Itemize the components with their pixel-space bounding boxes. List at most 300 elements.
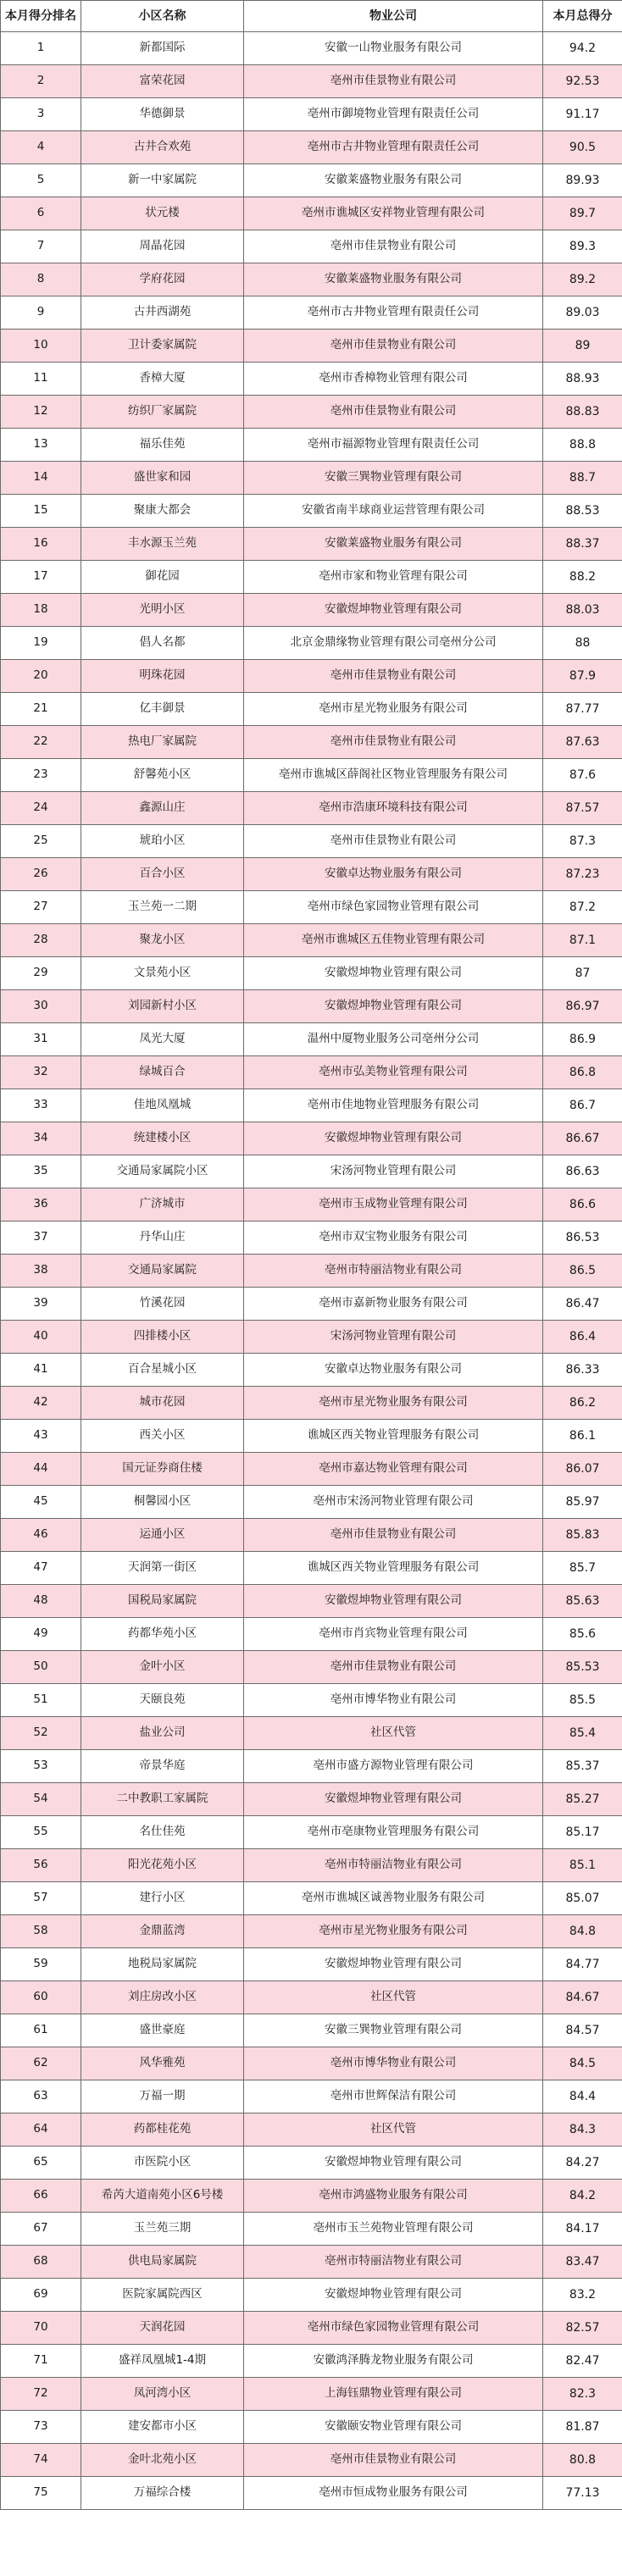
property-company-cell: 亳州市佳景物业有限公司 bbox=[244, 1651, 543, 1684]
rank-cell: 28 bbox=[1, 924, 81, 957]
rank-cell: 56 bbox=[1, 1849, 81, 1882]
score-cell: 86.67 bbox=[543, 1122, 622, 1155]
property-company-cell: 亳州市佳景物业有限公司 bbox=[244, 726, 543, 759]
score-cell: 87.6 bbox=[543, 759, 622, 792]
property-company-cell: 社区代管 bbox=[244, 2113, 543, 2147]
property-company-cell: 安徽煜坤物业管理有限公司 bbox=[244, 1948, 543, 1981]
score-cell: 88.53 bbox=[543, 495, 622, 528]
score-cell: 82.3 bbox=[543, 2378, 622, 2411]
rank-cell: 8 bbox=[1, 263, 81, 296]
community-name-cell: 周晶花园 bbox=[81, 230, 244, 263]
score-cell: 88.93 bbox=[543, 363, 622, 396]
score-cell: 88.83 bbox=[543, 396, 622, 429]
table-row bbox=[1, 2378, 622, 2411]
score-cell: 87 bbox=[543, 957, 622, 990]
table-row bbox=[1, 1023, 622, 1056]
rank-cell: 2 bbox=[1, 65, 81, 98]
table-row bbox=[1, 924, 622, 957]
table-row bbox=[1, 263, 622, 296]
property-company-cell: 北京金鼎缘物业管理有限公司亳州分公司 bbox=[244, 627, 543, 660]
rank-cell: 23 bbox=[1, 759, 81, 792]
rank-cell: 53 bbox=[1, 1750, 81, 1783]
property-company-cell: 亳州市特丽洁物业有限公司 bbox=[244, 2246, 543, 2279]
community-name-cell: 医院家属院西区 bbox=[81, 2279, 244, 2312]
rank-cell: 37 bbox=[1, 1222, 81, 1255]
rank-cell: 21 bbox=[1, 693, 81, 726]
community-name-cell: 万福一期 bbox=[81, 2080, 244, 2113]
community-name-cell: 新都国际 bbox=[81, 32, 244, 65]
property-company-cell: 上海钰鼎物业管理有限公司 bbox=[244, 2378, 543, 2411]
rank-cell: 74 bbox=[1, 2444, 81, 2477]
rank-cell: 26 bbox=[1, 858, 81, 891]
score-cell: 89.3 bbox=[543, 230, 622, 263]
header-community: 小区名称 bbox=[81, 1, 244, 32]
community-name-cell: 盛世豪庭 bbox=[81, 2014, 244, 2047]
rank-cell: 29 bbox=[1, 957, 81, 990]
property-company-cell: 亳州市亳康物业管理服务有限公司 bbox=[244, 1816, 543, 1849]
community-name-cell: 盛世家和园 bbox=[81, 462, 244, 495]
table-row bbox=[1, 1750, 622, 1783]
table-row bbox=[1, 1684, 622, 1717]
property-company-cell: 亳州市星光物业服务有限公司 bbox=[244, 693, 543, 726]
property-company-cell: 亳州市佳景物业有限公司 bbox=[244, 396, 543, 429]
rank-cell: 41 bbox=[1, 1354, 81, 1387]
table-row bbox=[1, 2113, 622, 2147]
community-name-cell: 交通局家属院小区 bbox=[81, 1155, 244, 1188]
score-cell: 89.03 bbox=[543, 296, 622, 330]
community-name-cell: 金鼎蓝湾 bbox=[81, 1915, 244, 1948]
property-company-cell: 亳州市星光物业服务有限公司 bbox=[244, 1915, 543, 1948]
score-cell: 86.63 bbox=[543, 1155, 622, 1188]
property-company-cell: 亳州市家和物业管理有限公司 bbox=[244, 561, 543, 594]
community-name-cell: 聚龙小区 bbox=[81, 924, 244, 957]
rank-cell: 22 bbox=[1, 726, 81, 759]
score-cell: 87.57 bbox=[543, 792, 622, 825]
rank-cell: 19 bbox=[1, 627, 81, 660]
table-row bbox=[1, 1222, 622, 1255]
rank-cell: 1 bbox=[1, 32, 81, 65]
score-cell: 89.2 bbox=[543, 263, 622, 296]
property-company-cell: 亳州市佳景物业有限公司 bbox=[244, 330, 543, 363]
rank-cell: 17 bbox=[1, 561, 81, 594]
table-row bbox=[1, 1849, 622, 1882]
score-cell: 86.7 bbox=[543, 1089, 622, 1122]
table-row bbox=[1, 1122, 622, 1155]
community-name-cell: 建安都市小区 bbox=[81, 2411, 244, 2444]
table-row bbox=[1, 1915, 622, 1948]
score-cell: 91.17 bbox=[543, 98, 622, 131]
score-cell: 84.3 bbox=[543, 2113, 622, 2147]
rank-cell: 31 bbox=[1, 1023, 81, 1056]
table-row bbox=[1, 2014, 622, 2047]
score-cell: 85.83 bbox=[543, 1519, 622, 1552]
rank-cell: 39 bbox=[1, 1288, 81, 1321]
score-cell: 84.77 bbox=[543, 1948, 622, 1981]
table-row bbox=[1, 1618, 622, 1651]
header-score: 本月总得分 bbox=[543, 1, 622, 32]
score-cell: 88.2 bbox=[543, 561, 622, 594]
community-name-cell: 光明小区 bbox=[81, 594, 244, 627]
score-cell: 87.63 bbox=[543, 726, 622, 759]
table-row bbox=[1, 1255, 622, 1288]
score-cell: 84.2 bbox=[543, 2180, 622, 2213]
table-row bbox=[1, 1387, 622, 1420]
property-company-cell: 安徽鸿泽腾龙物业服务有限公司 bbox=[244, 2345, 543, 2378]
table-row bbox=[1, 2444, 622, 2477]
property-company-cell: 亳州市佳景物业有限公司 bbox=[244, 825, 543, 858]
score-cell: 85.4 bbox=[543, 1717, 622, 1750]
rank-cell: 35 bbox=[1, 1155, 81, 1188]
community-name-cell: 金叶北苑小区 bbox=[81, 2444, 244, 2477]
table-row bbox=[1, 1486, 622, 1519]
property-company-cell: 安徽莱盛物业服务有限公司 bbox=[244, 528, 543, 561]
rank-cell: 70 bbox=[1, 2312, 81, 2345]
table-row bbox=[1, 627, 622, 660]
community-name-cell: 风华雅苑 bbox=[81, 2047, 244, 2080]
table-row bbox=[1, 1188, 622, 1222]
score-cell: 85.53 bbox=[543, 1651, 622, 1684]
rank-cell: 14 bbox=[1, 462, 81, 495]
property-company-cell: 亳州市谯城区薛阁社区物业管理服务有限公司 bbox=[244, 759, 543, 792]
score-cell: 84.67 bbox=[543, 1981, 622, 2014]
score-cell: 85.97 bbox=[543, 1486, 622, 1519]
rank-cell: 66 bbox=[1, 2180, 81, 2213]
score-cell: 83.2 bbox=[543, 2279, 622, 2312]
score-cell: 86.5 bbox=[543, 1255, 622, 1288]
rank-cell: 11 bbox=[1, 363, 81, 396]
property-company-cell: 亳州市博华物业有限公司 bbox=[244, 1684, 543, 1717]
community-name-cell: 丹华山庄 bbox=[81, 1222, 244, 1255]
community-name-cell: 阳光花苑小区 bbox=[81, 1849, 244, 1882]
rank-cell: 6 bbox=[1, 197, 81, 230]
rank-cell: 18 bbox=[1, 594, 81, 627]
property-company-cell: 宋汤河物业管理有限公司 bbox=[244, 1155, 543, 1188]
property-company-cell: 亳州市星光物业服务有限公司 bbox=[244, 1387, 543, 1420]
table-row bbox=[1, 2279, 622, 2312]
table-row bbox=[1, 396, 622, 429]
table-row bbox=[1, 2411, 622, 2444]
score-cell: 84.5 bbox=[543, 2047, 622, 2080]
rank-cell: 64 bbox=[1, 2113, 81, 2147]
rank-cell: 65 bbox=[1, 2147, 81, 2180]
score-cell: 88.37 bbox=[543, 528, 622, 561]
community-name-cell: 希芮大道南苑小区6号楼 bbox=[81, 2180, 244, 2213]
rank-cell: 71 bbox=[1, 2345, 81, 2378]
community-name-cell: 二中教职工家属院 bbox=[81, 1783, 244, 1816]
rank-cell: 60 bbox=[1, 1981, 81, 2014]
score-cell: 87.77 bbox=[543, 693, 622, 726]
score-cell: 86.1 bbox=[543, 1420, 622, 1453]
rank-cell: 36 bbox=[1, 1188, 81, 1222]
community-name-cell: 帝景华庭 bbox=[81, 1750, 244, 1783]
table-row bbox=[1, 1089, 622, 1122]
score-cell: 84.17 bbox=[543, 2213, 622, 2246]
score-cell: 92.53 bbox=[543, 65, 622, 98]
score-cell: 81.87 bbox=[543, 2411, 622, 2444]
property-company-cell: 亳州市佳景物业有限公司 bbox=[244, 2444, 543, 2477]
community-name-cell: 玉兰苑三期 bbox=[81, 2213, 244, 2246]
rank-cell: 52 bbox=[1, 1717, 81, 1750]
score-cell: 85.27 bbox=[543, 1783, 622, 1816]
rank-cell: 57 bbox=[1, 1882, 81, 1915]
rank-cell: 12 bbox=[1, 396, 81, 429]
table-row bbox=[1, 957, 622, 990]
score-cell: 87.9 bbox=[543, 660, 622, 693]
property-company-cell: 安徽煜坤物业管理有限公司 bbox=[244, 2279, 543, 2312]
community-name-cell: 百合小区 bbox=[81, 858, 244, 891]
community-name-cell: 状元楼 bbox=[81, 197, 244, 230]
score-cell: 85.7 bbox=[543, 1552, 622, 1585]
score-cell: 80.8 bbox=[543, 2444, 622, 2477]
community-name-cell: 交通局家属院 bbox=[81, 1255, 244, 1288]
property-company-cell: 亳州市宋汤河物业管理有限公司 bbox=[244, 1486, 543, 1519]
property-company-cell: 亳州市特丽洁物业有限公司 bbox=[244, 1849, 543, 1882]
rank-cell: 4 bbox=[1, 131, 81, 164]
property-company-cell: 亳州市嘉新物业服务有限公司 bbox=[244, 1288, 543, 1321]
property-company-cell: 安徽煜坤物业管理有限公司 bbox=[244, 1585, 543, 1618]
score-cell: 86.2 bbox=[543, 1387, 622, 1420]
table-row bbox=[1, 1552, 622, 1585]
community-name-cell: 建行小区 bbox=[81, 1882, 244, 1915]
community-name-cell: 地税局家属院 bbox=[81, 1948, 244, 1981]
table-row bbox=[1, 1519, 622, 1552]
property-company-cell: 亳州市玉兰苑物业管理有限公司 bbox=[244, 2213, 543, 2246]
community-name-cell: 名仕佳苑 bbox=[81, 1816, 244, 1849]
property-company-cell: 谯城区西关物业管理服务有限公司 bbox=[244, 1420, 543, 1453]
score-cell: 86.97 bbox=[543, 990, 622, 1023]
table-row bbox=[1, 792, 622, 825]
community-name-cell: 纺织厂家属院 bbox=[81, 396, 244, 429]
table-row bbox=[1, 1056, 622, 1089]
property-company-cell: 亳州市古井物业管理有限责任公司 bbox=[244, 131, 543, 164]
table-row bbox=[1, 2246, 622, 2279]
score-cell: 89.7 bbox=[543, 197, 622, 230]
community-name-cell: 文景苑小区 bbox=[81, 957, 244, 990]
score-cell: 88.03 bbox=[543, 594, 622, 627]
rank-cell: 16 bbox=[1, 528, 81, 561]
table-row bbox=[1, 594, 622, 627]
table-row bbox=[1, 197, 622, 230]
rank-cell: 32 bbox=[1, 1056, 81, 1089]
rank-cell: 7 bbox=[1, 230, 81, 263]
rank-cell: 69 bbox=[1, 2279, 81, 2312]
community-name-cell: 古井西湖苑 bbox=[81, 296, 244, 330]
property-company-cell: 亳州市御境物业管理有限责任公司 bbox=[244, 98, 543, 131]
table-row bbox=[1, 429, 622, 462]
table-row bbox=[1, 2047, 622, 2080]
score-cell: 83.47 bbox=[543, 2246, 622, 2279]
community-name-cell: 学府花园 bbox=[81, 263, 244, 296]
community-name-cell: 亿丰御景 bbox=[81, 693, 244, 726]
property-company-cell: 社区代管 bbox=[244, 1717, 543, 1750]
table-row bbox=[1, 759, 622, 792]
score-cell: 85.5 bbox=[543, 1684, 622, 1717]
table-row bbox=[1, 1288, 622, 1321]
community-name-cell: 琥珀小区 bbox=[81, 825, 244, 858]
rank-cell: 5 bbox=[1, 164, 81, 197]
table-row bbox=[1, 1354, 622, 1387]
table-row bbox=[1, 1585, 622, 1618]
score-cell: 87.2 bbox=[543, 891, 622, 924]
community-name-cell: 药都桂花苑 bbox=[81, 2113, 244, 2147]
score-cell: 94.2 bbox=[543, 32, 622, 65]
table-row bbox=[1, 2477, 622, 2510]
community-name-cell: 国税局家属院 bbox=[81, 1585, 244, 1618]
score-cell: 87.1 bbox=[543, 924, 622, 957]
property-company-cell: 安徽莱盛物业服务有限公司 bbox=[244, 164, 543, 197]
community-name-cell: 凤光大厦 bbox=[81, 1023, 244, 1056]
rank-cell: 44 bbox=[1, 1453, 81, 1486]
table-row bbox=[1, 1453, 622, 1486]
score-cell: 86.9 bbox=[543, 1023, 622, 1056]
table-row bbox=[1, 98, 622, 131]
score-cell: 82.57 bbox=[543, 2312, 622, 2345]
table-row bbox=[1, 296, 622, 330]
score-cell: 86.8 bbox=[543, 1056, 622, 1089]
community-name-cell: 天颐良苑 bbox=[81, 1684, 244, 1717]
property-company-cell: 安徽颐安物业管理有限公司 bbox=[244, 2411, 543, 2444]
rank-cell: 27 bbox=[1, 891, 81, 924]
property-company-cell: 安徽煜坤物业管理有限公司 bbox=[244, 1122, 543, 1155]
score-cell: 86.07 bbox=[543, 1453, 622, 1486]
community-name-cell: 盐业公司 bbox=[81, 1717, 244, 1750]
score-cell: 90.5 bbox=[543, 131, 622, 164]
property-company-cell: 亳州市佳景物业有限公司 bbox=[244, 1519, 543, 1552]
community-name-cell: 玉兰苑一二期 bbox=[81, 891, 244, 924]
property-company-cell: 亳州市佳景物业有限公司 bbox=[244, 230, 543, 263]
table-row bbox=[1, 561, 622, 594]
rank-cell: 59 bbox=[1, 1948, 81, 1981]
property-company-cell: 安徽煜坤物业管理有限公司 bbox=[244, 957, 543, 990]
property-company-cell: 安徽卓达物业服务有限公司 bbox=[244, 1354, 543, 1387]
score-cell: 86.4 bbox=[543, 1321, 622, 1354]
table-row bbox=[1, 230, 622, 263]
community-name-cell: 西关小区 bbox=[81, 1420, 244, 1453]
community-name-cell: 刘园新村小区 bbox=[81, 990, 244, 1023]
table-row bbox=[1, 2147, 622, 2180]
community-name-cell: 凤河湾小区 bbox=[81, 2378, 244, 2411]
community-name-cell: 天润花园 bbox=[81, 2312, 244, 2345]
rank-cell: 73 bbox=[1, 2411, 81, 2444]
score-cell: 87.3 bbox=[543, 825, 622, 858]
community-name-cell: 富荣花园 bbox=[81, 65, 244, 98]
score-cell: 87.23 bbox=[543, 858, 622, 891]
property-company-cell: 安徽三巽物业管理有限公司 bbox=[244, 462, 543, 495]
rank-cell: 63 bbox=[1, 2080, 81, 2113]
community-name-cell: 天润第一街区 bbox=[81, 1552, 244, 1585]
property-company-cell: 亳州市谯城区诚善物业服务有限公司 bbox=[244, 1882, 543, 1915]
property-company-cell: 亳州市盛方源物业管理有限公司 bbox=[244, 1750, 543, 1783]
header-row bbox=[1, 1, 622, 32]
score-cell: 88.7 bbox=[543, 462, 622, 495]
property-company-cell: 亳州市佳景物业有限公司 bbox=[244, 65, 543, 98]
property-company-cell: 亳州市恒成物业服务有限公司 bbox=[244, 2477, 543, 2510]
rank-cell: 72 bbox=[1, 2378, 81, 2411]
property-company-cell: 亳州市谯城区五佳物业管理有限公司 bbox=[244, 924, 543, 957]
table-row bbox=[1, 1717, 622, 1750]
community-name-cell: 佳地凤凰城 bbox=[81, 1089, 244, 1122]
rank-cell: 24 bbox=[1, 792, 81, 825]
header-rank: 本月得分排名 bbox=[1, 1, 81, 32]
rank-cell: 30 bbox=[1, 990, 81, 1023]
community-name-cell: 舒馨苑小区 bbox=[81, 759, 244, 792]
community-name-cell: 百合星城小区 bbox=[81, 1354, 244, 1387]
community-name-cell: 鑫源山庄 bbox=[81, 792, 244, 825]
score-cell: 85.17 bbox=[543, 1816, 622, 1849]
property-company-cell: 亳州市谯城区安祥物业管理有限公司 bbox=[244, 197, 543, 230]
community-name-cell: 万福综合楼 bbox=[81, 2477, 244, 2510]
table-row bbox=[1, 2213, 622, 2246]
score-cell: 86.53 bbox=[543, 1222, 622, 1255]
rank-cell: 58 bbox=[1, 1915, 81, 1948]
property-company-cell: 亳州市双宝物业服务有限公司 bbox=[244, 1222, 543, 1255]
community-name-cell: 市医院小区 bbox=[81, 2147, 244, 2180]
rank-cell: 42 bbox=[1, 1387, 81, 1420]
table-row bbox=[1, 1816, 622, 1849]
rank-cell: 46 bbox=[1, 1519, 81, 1552]
score-cell: 84.4 bbox=[543, 2080, 622, 2113]
rank-cell: 48 bbox=[1, 1585, 81, 1618]
score-cell: 85.1 bbox=[543, 1849, 622, 1882]
table-row bbox=[1, 1420, 622, 1453]
property-company-cell: 亳州市世辉保洁有限公司 bbox=[244, 2080, 543, 2113]
property-company-cell: 亳州市博华物业有限公司 bbox=[244, 2047, 543, 2080]
property-company-cell: 安徽一山物业服务有限公司 bbox=[244, 32, 543, 65]
rank-cell: 47 bbox=[1, 1552, 81, 1585]
property-company-cell: 安徽煜坤物业管理有限公司 bbox=[244, 1783, 543, 1816]
property-company-cell: 亳州市绿色家园物业管理有限公司 bbox=[244, 2312, 543, 2345]
rank-cell: 13 bbox=[1, 429, 81, 462]
community-name-cell: 盛祥凤凰城1-4期 bbox=[81, 2345, 244, 2378]
rank-cell: 9 bbox=[1, 296, 81, 330]
rank-cell: 33 bbox=[1, 1089, 81, 1122]
property-company-cell: 亳州市肖宾物业管理有限公司 bbox=[244, 1618, 543, 1651]
rank-cell: 45 bbox=[1, 1486, 81, 1519]
table-body bbox=[1, 32, 622, 2510]
table-row bbox=[1, 2080, 622, 2113]
rank-cell: 67 bbox=[1, 2213, 81, 2246]
rank-cell: 3 bbox=[1, 98, 81, 131]
table-row bbox=[1, 65, 622, 98]
community-name-cell: 热电厂家属院 bbox=[81, 726, 244, 759]
rank-cell: 15 bbox=[1, 495, 81, 528]
property-company-cell: 亳州市佳地物业管理服务有限公司 bbox=[244, 1089, 543, 1122]
community-name-cell: 竹溪花园 bbox=[81, 1288, 244, 1321]
rank-cell: 43 bbox=[1, 1420, 81, 1453]
community-name-cell: 华德御景 bbox=[81, 98, 244, 131]
rank-cell: 50 bbox=[1, 1651, 81, 1684]
rank-cell: 34 bbox=[1, 1122, 81, 1155]
rank-cell: 61 bbox=[1, 2014, 81, 2047]
table-row bbox=[1, 693, 622, 726]
score-cell: 89 bbox=[543, 330, 622, 363]
table-row bbox=[1, 1321, 622, 1354]
table-row bbox=[1, 660, 622, 693]
community-name-cell: 御花园 bbox=[81, 561, 244, 594]
table-row bbox=[1, 2312, 622, 2345]
rank-cell: 49 bbox=[1, 1618, 81, 1651]
property-company-cell: 宋汤河物业管理有限公司 bbox=[244, 1321, 543, 1354]
rank-cell: 68 bbox=[1, 2246, 81, 2279]
rank-cell: 55 bbox=[1, 1816, 81, 1849]
property-company-cell: 亳州市福源物业管理有限责任公司 bbox=[244, 429, 543, 462]
property-company-cell: 亳州市玉成物业管理有限公司 bbox=[244, 1188, 543, 1222]
table-row bbox=[1, 891, 622, 924]
rank-cell: 20 bbox=[1, 660, 81, 693]
community-name-cell: 卫计委家属院 bbox=[81, 330, 244, 363]
community-name-cell: 绿城百合 bbox=[81, 1056, 244, 1089]
property-company-cell: 安徽煜坤物业管理有限公司 bbox=[244, 2147, 543, 2180]
